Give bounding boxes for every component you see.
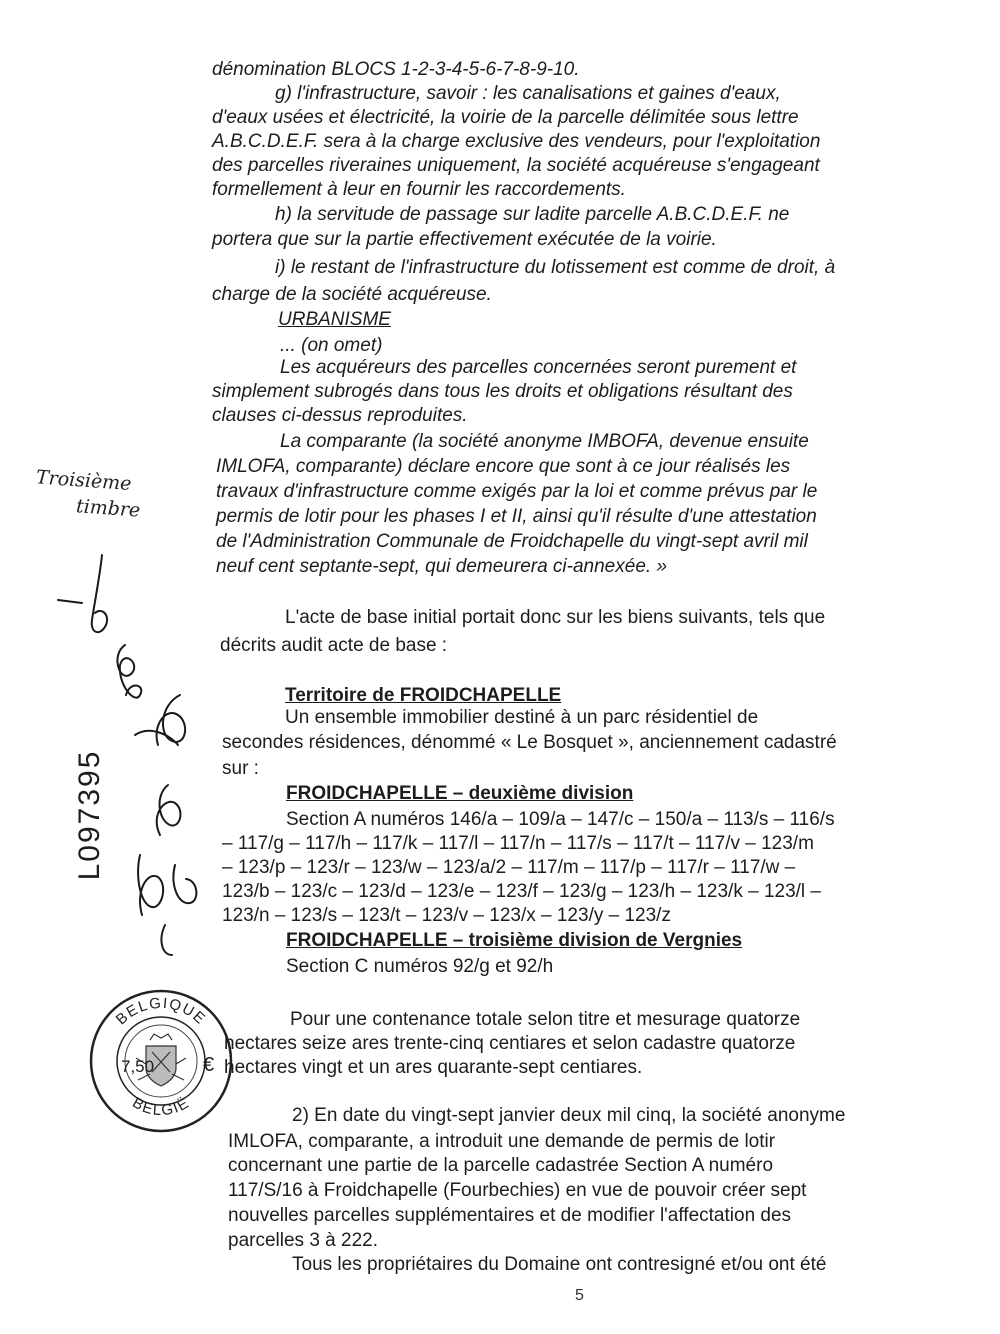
- text-line: 123/b – 123/c – 123/d – 123/e – 123/f – 123/g – 123/h – 123/k – 123/l –: [222, 881, 821, 902]
- text-line: 123/n – 123/s – 123/t – 123/v – 123/x – 123/y – 123/z: [222, 905, 671, 926]
- text-line: A.B.C.D.E.F. sera à la charge exclusive des vendeurs, pour l'exploitation: [212, 131, 821, 152]
- text-line: Un ensemble immobilier destiné à un parc résidentiel de: [285, 707, 759, 728]
- text-line: – 123/p – 123/r – 123/w – 123/a/2 – 117/m – 117/p – 117/r – 117/w –: [222, 857, 796, 878]
- heading-territoire: Territoire de FROIDCHAPELLE: [285, 685, 562, 706]
- text-line: des parcelles riveraines uniquement, la société acquéreuse s'engageant: [212, 155, 820, 176]
- text-line: IMLOFA, comparante, a introduit une demande de permis de lotir: [228, 1131, 776, 1152]
- text-line: hectares seize ares trente-cinq centiares et selon cadastre quatorze: [224, 1033, 796, 1054]
- text-line: travaux d'infrastructure comme exigés par la loi et comme prévus par le: [216, 481, 818, 502]
- page-number: 5: [575, 1287, 584, 1304]
- stamp-value: 7,50: [121, 1057, 155, 1076]
- text-line: charge de la société acquéreuse.: [212, 284, 492, 305]
- text-line: 2) En date du vingt-sept janvier deux mil cinq, la société anonyme: [292, 1105, 846, 1126]
- svg-text:BELGIË: [129, 1094, 192, 1119]
- text-line: dénomination BLOCS 1-2-3-4-5-6-7-8-9-10.: [212, 59, 580, 80]
- reference-number-text: L097395: [73, 749, 106, 881]
- text-line: i) le restant de l'infrastructure du lotissement est comme de droit, à: [275, 257, 836, 278]
- heading-deuxieme-division: FROIDCHAPELLE – deuxième division: [286, 783, 634, 804]
- text-line: Pour une contenance totale selon titre et mesurage quatorze: [290, 1009, 801, 1030]
- heading-troisieme-division: FROIDCHAPELLE – troisième division de Vergnies: [286, 930, 743, 951]
- text-line: de l'Administration Communale de Froidchapelle du vingt-sept avril mil: [216, 531, 808, 552]
- stamp-currency: €: [203, 1054, 215, 1076]
- text-line: décrits audit acte de base :: [220, 635, 448, 656]
- text-line: Section C numéros 92/g et 92/h: [286, 956, 554, 977]
- margin-handwritten-note: [33, 464, 143, 523]
- text-line: La comparante (la société anonyme IMBOFA, devenue ensuite: [280, 431, 809, 452]
- text-line: IMLOFA, comparante) déclare encore que sont à ce jour réalisés les: [216, 456, 791, 477]
- stamp-country-nl: BELGIË: [129, 1094, 193, 1120]
- section-heading-urbanisme: URBANISME: [278, 309, 391, 330]
- margin-note-line: timbre: [75, 495, 141, 522]
- text-line: ... (on omet): [280, 335, 383, 356]
- text-line: d'eaux usées et électricité, la voirie de la parcelle délimitée sous lettre: [212, 107, 799, 128]
- text-line: permis de lotir pour les phases I et II, ainsi qu'il résulte d'une attestation: [216, 506, 817, 527]
- text-line: clauses ci-dessus reproduites.: [212, 405, 468, 426]
- text-line: Tous les propriétaires du Domaine ont contresigné et/ou ont été: [292, 1254, 827, 1275]
- text-line: nouvelles parcelles supplémentaires et de modifier l'affectation des: [228, 1205, 792, 1226]
- text-line: Section A numéros 146/a – 109/a – 147/c – 150/a – 113/s – 116/s: [286, 809, 835, 830]
- text-line: simplement subrogés dans tous les droits et obligations résultant des: [212, 381, 793, 402]
- text-line: L'acte de base initial portait donc sur les biens suivants, tels que: [285, 607, 826, 628]
- text-line: Les acquéreurs des parcelles concernées seront purement et: [280, 357, 797, 378]
- text-line: formellement à leur en fournir les raccordements.: [212, 179, 626, 200]
- text-line: secondes résidences, dénommé « Le Bosquet », anciennement cadastré: [222, 732, 837, 753]
- text-line: parcelles 3 à 222.: [228, 1230, 378, 1251]
- stamp-country-fr: BELGIQUE: [112, 994, 210, 1029]
- text-line: portera que sur la partie effectivement exécutée de la voirie.: [212, 229, 717, 250]
- text-line: hectares vingt et un ares quarante-sept centiares.: [224, 1057, 643, 1078]
- text-line: – 117/g – 117/h – 117/k – 117/l – 117/n – 117/s – 117/t – 117/v – 123/m: [222, 833, 814, 854]
- text-line: concernant une partie de la parcelle cadastrée Section A numéro: [228, 1155, 774, 1176]
- text-line: h) la servitude de passage sur ladite parcelle A.B.C.D.E.F. ne: [275, 204, 790, 225]
- text-line: g) l'infrastructure, savoir : les canalisations et gaines d'eaux,: [275, 83, 781, 104]
- margin-note-line: Troisième: [35, 466, 133, 495]
- text-line: neuf cent septante-sept, qui demeurera ci-annexée. »: [216, 556, 668, 577]
- document-reference-number: [60, 740, 120, 890]
- text-line: 117/S/16 à Froidchapelle (Fourbechies) en vue de pouvoir créer sept: [228, 1180, 807, 1201]
- text-line: sur :: [222, 758, 259, 779]
